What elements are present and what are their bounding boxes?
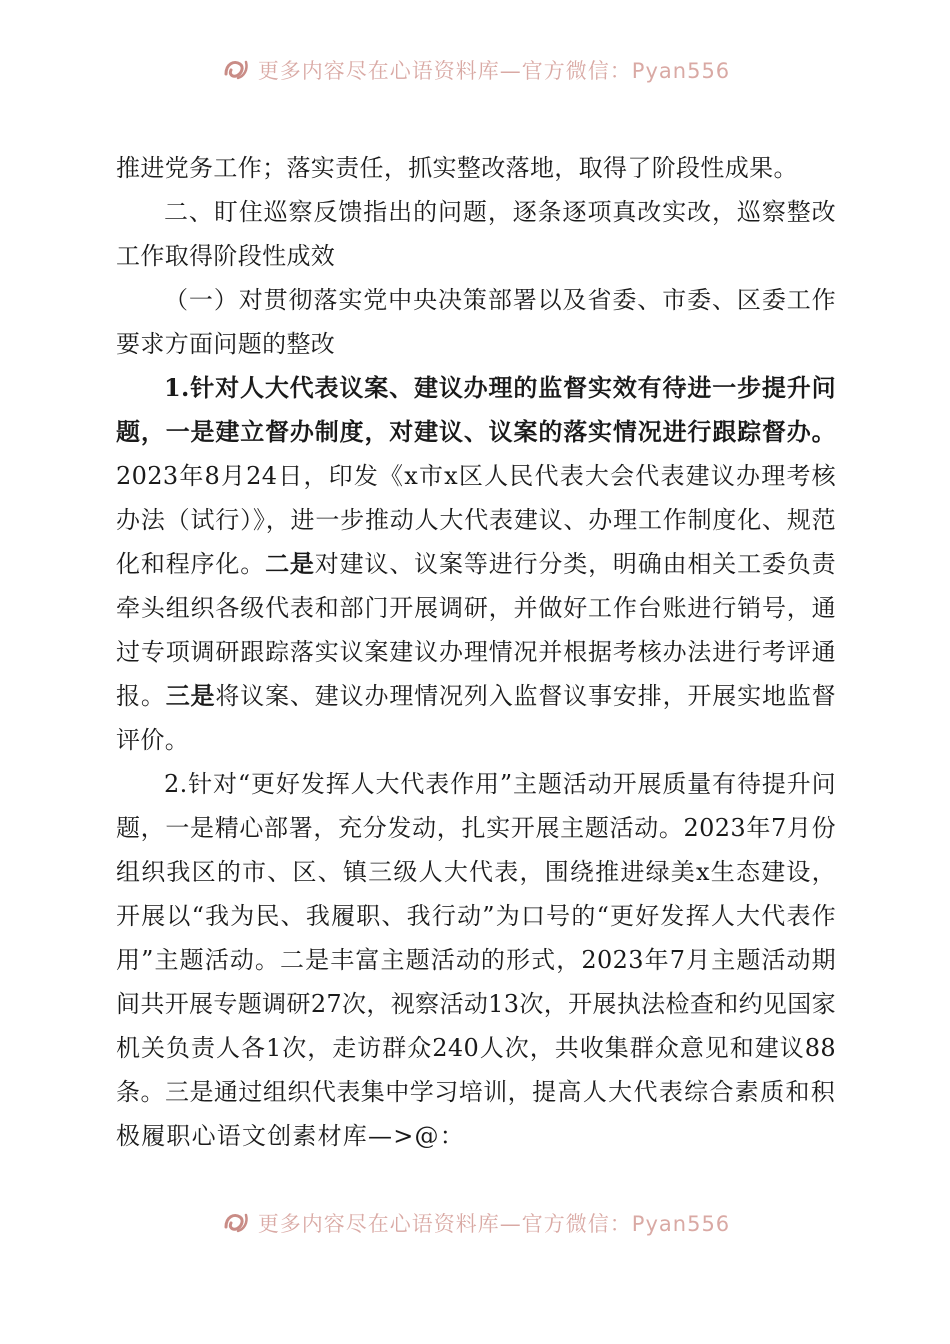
watermark-logo-icon xyxy=(220,54,252,86)
paragraph-item-one xyxy=(116,366,836,762)
item-two-last-line: 提高人大代表综合素质和积极履职心语文创素材库—>@： xyxy=(116,1078,837,1150)
paragraph-item-two xyxy=(116,762,836,1158)
item-two-text: 2.针对“更好发挥人大代表作用”主题活动开展质量有待提升问题，一是精心部署，充分发动，扎实开展主题活动。2023年7月份组织我区的市、区、镇三级人大代表，围绕推进绿美x生态建设，开展以“我为民、我履职、我行动”为口号的“更好发挥人大代表作用”主题活动。二是丰富主题活动的形式，2023年7月主题活动期间共开展专题调研27次，视察活动13次，开展执法检查和约见国家机关负责人各1次，走访群众240人次，共收集群众意见和建议88条。三是通过组织代表集中学习培训， xyxy=(116,770,836,1106)
item-one-text-a: 2023年8月24日，印发《x市x区人民代表大会代表建议办理考核办法（试行）》，进一步推动人大代表建议、办理工作制度化、规范化和程序化。 xyxy=(116,462,836,578)
item-one-bold-lead: 1.针对人大代表议案、建议办理的监督实效有待进一步提升问题，一是建立督办制度，对建议、议案的落实情况进行跟踪督办。 xyxy=(116,373,836,446)
header-watermark xyxy=(0,50,950,90)
watermark-text: 更多内容尽在心语资料库—官方微信：Pyan556 xyxy=(257,59,731,83)
item-one-bold-two: 二是 xyxy=(265,549,315,578)
item-one-text-c: 将议案、建议办理情况列入监督议事安排，开展实地监督评价。 xyxy=(116,682,837,754)
document-body xyxy=(116,146,836,1158)
watermark-logo-icon xyxy=(220,1207,252,1239)
watermark-text: 更多内容尽在心语资料库—官方微信：Pyan556 xyxy=(257,1212,731,1236)
section-heading-two: 二、盯住巡察反馈指出的问题，逐条逐项真改实改，巡察整改工作取得阶段性成效 xyxy=(116,198,836,270)
footer-watermark xyxy=(0,1203,950,1243)
item-one-text-b: 对建议、议案等进行分类，明确由相关工委负责牵头组织各级代表和部门开展调研，并做好工作台账进行销号，通过专项调研跟踪落实议案建议办理情况并根据考核办法进行考评通报。 xyxy=(116,550,837,710)
paragraph-continuation: 推进党务工作；落实责任，抓实整改落地，取得了阶段性成果。 xyxy=(116,154,798,182)
subsection-heading-one: （一）对贯彻落实党中央决策部署以及省委、市委、区委工作要求方面问题的整改 xyxy=(116,286,836,358)
item-one-bold-three: 三是 xyxy=(165,681,216,710)
